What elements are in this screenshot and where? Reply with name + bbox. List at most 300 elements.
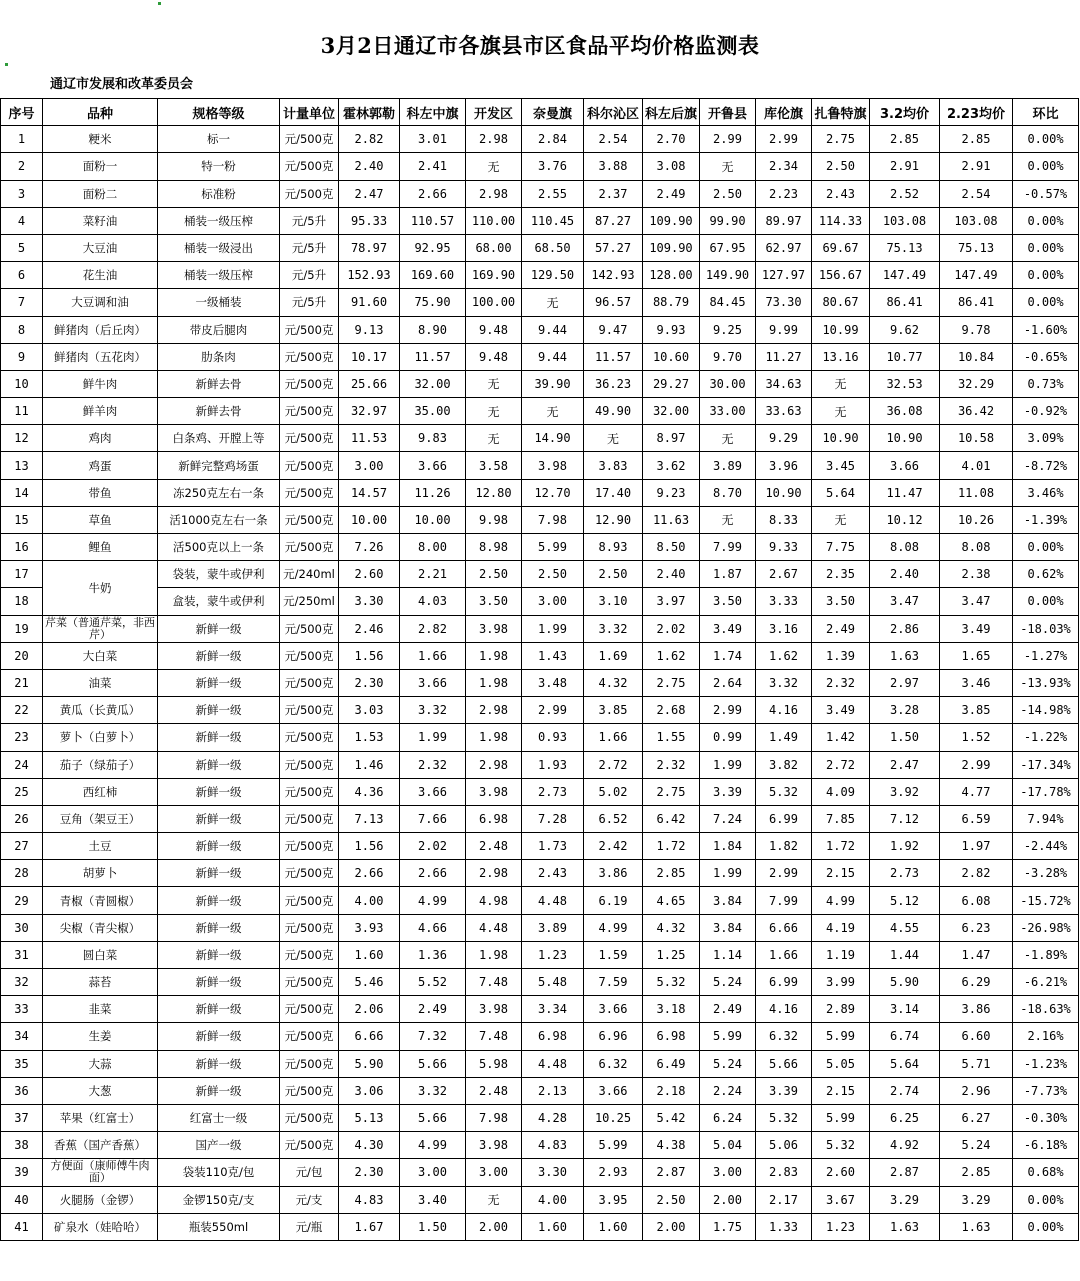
table-cell: 1.19 [812,941,870,968]
table-cell: 5.99 [522,534,584,561]
table-cell: 2.00 [643,1213,700,1240]
table-row [1,398,1079,425]
table-cell: 2.85 [870,126,940,153]
row-number-cell: 17 [1,561,43,588]
table-cell: 1.39 [812,642,870,669]
table-cell: 84.45 [700,289,756,316]
table-cell: 4.28 [522,1104,584,1131]
item-name-cell: 大白菜 [43,642,158,669]
table-row [1,805,1079,832]
table-cell: 元/500克 [280,534,339,561]
table-cell: 128.00 [643,262,700,289]
table-cell: 新鲜一级 [158,1050,280,1077]
table-row [1,343,1079,370]
table-cell: 2.66 [339,860,400,887]
table-cell: 8.98 [466,534,522,561]
row-number-cell: 41 [1,1213,43,1240]
table-cell: 4.48 [522,887,584,914]
table-cell: 元/包 [280,1159,339,1186]
table-cell: 0.73% [1013,370,1079,397]
table-cell: 8.00 [400,534,466,561]
table-cell: 2.98 [466,697,522,724]
item-name-cell: 鸡肉 [43,425,158,452]
table-cell: 6.96 [584,1023,643,1050]
table-cell: 34.63 [756,370,812,397]
table-cell: 1.23 [522,941,584,968]
table-cell: 6.25 [870,1104,940,1131]
table-row [1,833,1079,860]
header-cell: 库伦旗 [756,99,812,126]
table-row [1,860,1079,887]
row-number-cell: 31 [1,941,43,968]
table-row [1,615,1079,642]
table-cell: 110.00 [466,207,522,234]
table-cell: 3.47 [870,588,940,615]
table-cell: 2.54 [940,180,1013,207]
row-number-cell: 27 [1,833,43,860]
item-name-cell: 面粉二 [43,180,158,207]
table-cell: 11.26 [400,479,466,506]
table-cell: 2.40 [643,561,700,588]
table-cell: 0.00% [1013,153,1079,180]
table-cell: 2.66 [400,180,466,207]
table-cell: 新鲜一级 [158,969,280,996]
item-name-cell: 韭菜 [43,996,158,1023]
table-cell: 5.98 [466,1050,522,1077]
table-cell: 元/500克 [280,833,339,860]
table-cell: 10.12 [870,506,940,533]
table-cell: 5.42 [643,1104,700,1131]
table-cell: 4.00 [522,1186,584,1213]
table-cell: 2.72 [584,751,643,778]
table-cell: 0.00% [1013,126,1079,153]
item-name-cell: 青椒（青圆椒） [43,887,158,914]
table-cell: 2.40 [339,153,400,180]
organization-label: 通辽市发展和改革委员会 [50,77,194,92]
table-cell: 3.16 [756,615,812,642]
table-cell: -1.39% [1013,506,1079,533]
table-cell: 3.08 [643,153,700,180]
table-cell: 5.06 [756,1132,812,1159]
table-cell: 3.06 [339,1077,400,1104]
table-cell: 3.32 [584,615,643,642]
table-cell: 新鲜一级 [158,914,280,941]
row-number-cell: 18 [1,588,43,615]
table-cell: 95.33 [339,207,400,234]
table-cell: 0.68% [1013,1159,1079,1186]
table-cell: 4.16 [756,996,812,1023]
row-number-cell: 12 [1,425,43,452]
table-row [1,996,1079,1023]
table-row [1,1023,1079,1050]
table-cell: 新鲜一级 [158,669,280,696]
table-cell: 2.43 [522,860,584,887]
table-cell: 1.46 [339,751,400,778]
table-cell: 2.50 [643,1186,700,1213]
table-cell: 9.47 [584,316,643,343]
table-cell: 2.17 [756,1186,812,1213]
table-cell: 2.49 [400,996,466,1023]
table-cell: 12.90 [584,506,643,533]
table-cell: 3.62 [643,452,700,479]
table-cell: 2.96 [940,1077,1013,1104]
table-cell: 96.57 [584,289,643,316]
table-cell: 11.63 [643,506,700,533]
table-cell: 2.40 [870,561,940,588]
table-cell: 4.00 [339,887,400,914]
header-cell: 规格等级 [158,99,280,126]
table-cell: 5.66 [400,1104,466,1131]
item-name-cell: 芹菜（普通芹菜，非西芹） [43,615,158,642]
table-cell: 2.32 [643,751,700,778]
table-cell: 11.57 [400,343,466,370]
table-row [1,316,1079,343]
table-cell: 3.39 [756,1077,812,1104]
item-name-cell: 蒜苔 [43,969,158,996]
row-number-cell: 10 [1,370,43,397]
table-cell: 3.39 [700,778,756,805]
table-cell: 1.65 [940,642,1013,669]
item-name-cell: 鲜牛肉 [43,370,158,397]
row-number-cell: 16 [1,534,43,561]
table-cell: 5.64 [870,1050,940,1077]
table-cell: 1.66 [400,642,466,669]
table-cell: 元/500克 [280,751,339,778]
table-cell: 无 [700,153,756,180]
table-cell: 109.90 [643,207,700,234]
table-cell: 3.98 [466,615,522,642]
table-cell: 17.40 [584,479,643,506]
table-cell: 2.75 [812,126,870,153]
table-cell: 5.13 [339,1104,400,1131]
table-cell: 2.32 [812,669,870,696]
table-cell: 4.99 [812,887,870,914]
row-number-cell: 25 [1,778,43,805]
table-cell: 75.13 [870,234,940,261]
table-cell: 3.66 [400,669,466,696]
table-cell: 新鲜一级 [158,751,280,778]
table-cell: 国产一级 [158,1132,280,1159]
table-cell: 1.93 [522,751,584,778]
table-cell: 3.66 [584,996,643,1023]
table-cell: -2.44% [1013,833,1079,860]
table-cell: 3.85 [584,697,643,724]
table-row [1,126,1079,153]
table-cell: 114.33 [812,207,870,234]
table-cell: 元/瓶 [280,1213,339,1240]
table-cell: 7.99 [756,887,812,914]
table-cell: 0.00% [1013,1186,1079,1213]
table-cell: 2.06 [339,996,400,1023]
table-cell: 8.70 [700,479,756,506]
corner-mark [5,63,8,66]
table-cell: 元/500克 [280,126,339,153]
table-cell: 1.99 [522,615,584,642]
table-cell: 92.95 [400,234,466,261]
table-cell: 14.90 [522,425,584,452]
table-cell: 1.66 [584,724,643,751]
table-cell: 5.64 [812,479,870,506]
table-row [1,262,1079,289]
table-cell: 5.12 [870,887,940,914]
table-cell: 2.70 [643,126,700,153]
table-cell: 6.08 [940,887,1013,914]
row-number-cell: 1 [1,126,43,153]
table-cell: 11.53 [339,425,400,452]
table-cell: -1.27% [1013,642,1079,669]
table-cell: 1.60 [339,941,400,968]
table-cell: 88.79 [643,289,700,316]
table-row [1,1213,1079,1240]
item-name-cell: 胡萝卜 [43,860,158,887]
table-cell: 3.50 [700,588,756,615]
row-number-cell: 14 [1,479,43,506]
table-cell: 元/500克 [280,860,339,887]
table-cell: 2.73 [870,860,940,887]
table-row [1,1132,1079,1159]
table-cell: 9.25 [700,316,756,343]
table-cell: 8.90 [400,316,466,343]
table-cell: 2.48 [466,1077,522,1104]
header-cell: 科尔沁区 [584,99,643,126]
table-cell: 6.60 [940,1023,1013,1050]
table-cell: 2.75 [643,669,700,696]
item-name-cell: 火腿肠（金锣） [43,1186,158,1213]
table-cell: 元/支 [280,1186,339,1213]
table-cell: 3.76 [522,153,584,180]
table-cell: 无 [700,425,756,452]
header-cell: 2.23均价 [940,99,1013,126]
table-cell: 活500克以上一条 [158,534,280,561]
table-cell: 0.00% [1013,289,1079,316]
table-cell: 5.66 [400,1050,466,1077]
table-cell: -1.89% [1013,941,1079,968]
item-name-cell: 苹果（红富士） [43,1104,158,1131]
table-cell: 金锣150克/支 [158,1186,280,1213]
table-cell: 新鲜去骨 [158,398,280,425]
table-cell: 2.98 [466,126,522,153]
table-cell: 2.15 [812,1077,870,1104]
table-cell: 新鲜一级 [158,642,280,669]
table-cell: 149.90 [700,262,756,289]
table-cell: 元/500克 [280,669,339,696]
table-cell: 无 [812,506,870,533]
table-cell: -26.98% [1013,914,1079,941]
table-cell: 62.97 [756,234,812,261]
table-cell: 元/500克 [280,425,339,452]
table-cell: 3.86 [584,860,643,887]
table-cell: 2.86 [870,615,940,642]
table-cell: 新鲜一级 [158,697,280,724]
table-cell: 3.01 [400,126,466,153]
table-cell: 5.05 [812,1050,870,1077]
table-cell: 瓶装550ml [158,1213,280,1240]
table-cell: 103.08 [940,207,1013,234]
table-cell: 新鲜一级 [158,615,280,642]
table-cell: 10.77 [870,343,940,370]
table-cell: 9.13 [339,316,400,343]
table-cell: 2.82 [400,615,466,642]
table-cell: 元/500克 [280,398,339,425]
table-cell: 3.98 [522,452,584,479]
table-cell: 1.69 [584,642,643,669]
table-row [1,588,1079,615]
table-row [1,1104,1079,1131]
item-name-cell: 牛奶 [43,561,158,615]
row-number-cell: 3 [1,180,43,207]
row-number-cell: 19 [1,615,43,642]
table-cell: 9.99 [756,316,812,343]
table-cell: 2.75 [643,778,700,805]
table-cell: 6.74 [870,1023,940,1050]
table-cell: 2.66 [400,860,466,887]
table-cell: 2.99 [756,126,812,153]
table-cell: 盒装，蒙牛或伊利 [158,588,280,615]
row-number-cell: 23 [1,724,43,751]
table-cell: 7.24 [700,805,756,832]
table-row [1,370,1079,397]
table-cell: 元/500克 [280,642,339,669]
row-number-cell: 5 [1,234,43,261]
row-number-cell: 6 [1,262,43,289]
table-cell: 6.32 [584,1050,643,1077]
table-cell: 1.60 [522,1213,584,1240]
table-cell: 1.99 [700,860,756,887]
table-cell: 2.74 [870,1077,940,1104]
item-name-cell: 香蕉（国产香蕉） [43,1132,158,1159]
table-cell: 2.37 [584,180,643,207]
table-cell: 3.98 [466,1132,522,1159]
table-cell: 2.42 [584,833,643,860]
table-cell: 3.10 [584,588,643,615]
table-cell: 3.66 [400,452,466,479]
table-cell: 无 [466,370,522,397]
table-cell: 4.19 [812,914,870,941]
table-cell: 2.50 [522,561,584,588]
table-cell: 1.47 [940,941,1013,968]
table-cell: 9.48 [466,343,522,370]
table-cell: 3.89 [522,914,584,941]
table-cell: -6.18% [1013,1132,1079,1159]
table-cell: 2.52 [870,180,940,207]
table-cell: 元/500克 [280,941,339,968]
table-cell: 1.14 [700,941,756,968]
table-cell: 肋条肉 [158,343,280,370]
table-cell: 1.42 [812,724,870,751]
table-row [1,207,1079,234]
table-cell: 7.98 [522,506,584,533]
row-number-cell: 9 [1,343,43,370]
table-cell: 3.18 [643,996,700,1023]
item-name-cell: 鲜猪肉（后丘肉） [43,316,158,343]
table-cell: 5.02 [584,778,643,805]
table-cell: 1.63 [870,642,940,669]
table-cell: -3.28% [1013,860,1079,887]
table-cell: 142.93 [584,262,643,289]
table-cell: 7.32 [400,1023,466,1050]
table-row [1,697,1079,724]
table-cell: 2.91 [940,153,1013,180]
header-cell: 3.2均价 [870,99,940,126]
table-cell: 1.84 [700,833,756,860]
table-cell: 9.48 [466,316,522,343]
table-cell: 67.95 [700,234,756,261]
table-cell: 3.00 [466,1159,522,1186]
table-cell: 1.97 [940,833,1013,860]
table-cell: 3.82 [756,751,812,778]
page-title: 3月2日通辽市各旗县市区食品平均价格监测表 [320,33,760,58]
table-cell: 5.24 [700,1050,756,1077]
table-cell: 30.00 [700,370,756,397]
table-cell: 7.48 [466,1023,522,1050]
table-cell: 3.89 [700,452,756,479]
item-name-cell: 大葱 [43,1077,158,1104]
table-cell: 新鲜一级 [158,860,280,887]
table-cell: 新鲜完整鸡场蛋 [158,452,280,479]
table-cell: 元/500克 [280,479,339,506]
table-cell: 91.60 [339,289,400,316]
table-cell: -0.92% [1013,398,1079,425]
row-number-cell: 24 [1,751,43,778]
table-body [1,126,1079,1241]
table-cell: 6.29 [940,969,1013,996]
table-cell: 4.98 [466,887,522,914]
row-number-cell: 7 [1,289,43,316]
header-cell: 奈曼旗 [522,99,584,126]
table-cell: 3.66 [400,778,466,805]
table-cell: 3.98 [466,996,522,1023]
table-cell: 白条鸡、开膛上等 [158,425,280,452]
price-table [0,98,1079,1241]
row-number-cell: 38 [1,1132,43,1159]
header-cell: 科左后旗 [643,99,700,126]
table-cell: 2.18 [643,1077,700,1104]
table-cell: 4.83 [522,1132,584,1159]
item-name-cell: 大豆油 [43,234,158,261]
table-cell: 3.33 [756,588,812,615]
table-cell: 6.23 [940,914,1013,941]
table-cell: 2.73 [522,778,584,805]
table-cell: 2.64 [700,669,756,696]
table-cell: 2.67 [756,561,812,588]
table-cell: 5.32 [756,778,812,805]
table-cell: 1.53 [339,724,400,751]
item-name-cell: 矿泉水（娃哈哈） [43,1213,158,1240]
table-cell: 1.98 [466,642,522,669]
table-cell: 元/500克 [280,778,339,805]
table-cell: 10.84 [940,343,1013,370]
table-cell: 无 [812,398,870,425]
table-cell: 袋装，蒙牛或伊利 [158,561,280,588]
table-cell: -0.57% [1013,180,1079,207]
table-cell: 5.24 [700,969,756,996]
table-cell: 元/500克 [280,615,339,642]
table-cell: 9.44 [522,316,584,343]
item-name-cell: 草鱼 [43,506,158,533]
table-cell: 6.24 [700,1104,756,1131]
table-cell: 3.66 [584,1077,643,1104]
table-cell: 元/500克 [280,180,339,207]
item-name-cell: 花生油 [43,262,158,289]
table-cell: 无 [700,506,756,533]
table-cell: 7.13 [339,805,400,832]
table-cell: 3.30 [522,1159,584,1186]
table-cell: 无 [466,153,522,180]
row-number-cell: 33 [1,996,43,1023]
table-cell: 2.85 [940,126,1013,153]
table-cell: 1.60 [584,1213,643,1240]
table-cell: 4.99 [400,887,466,914]
